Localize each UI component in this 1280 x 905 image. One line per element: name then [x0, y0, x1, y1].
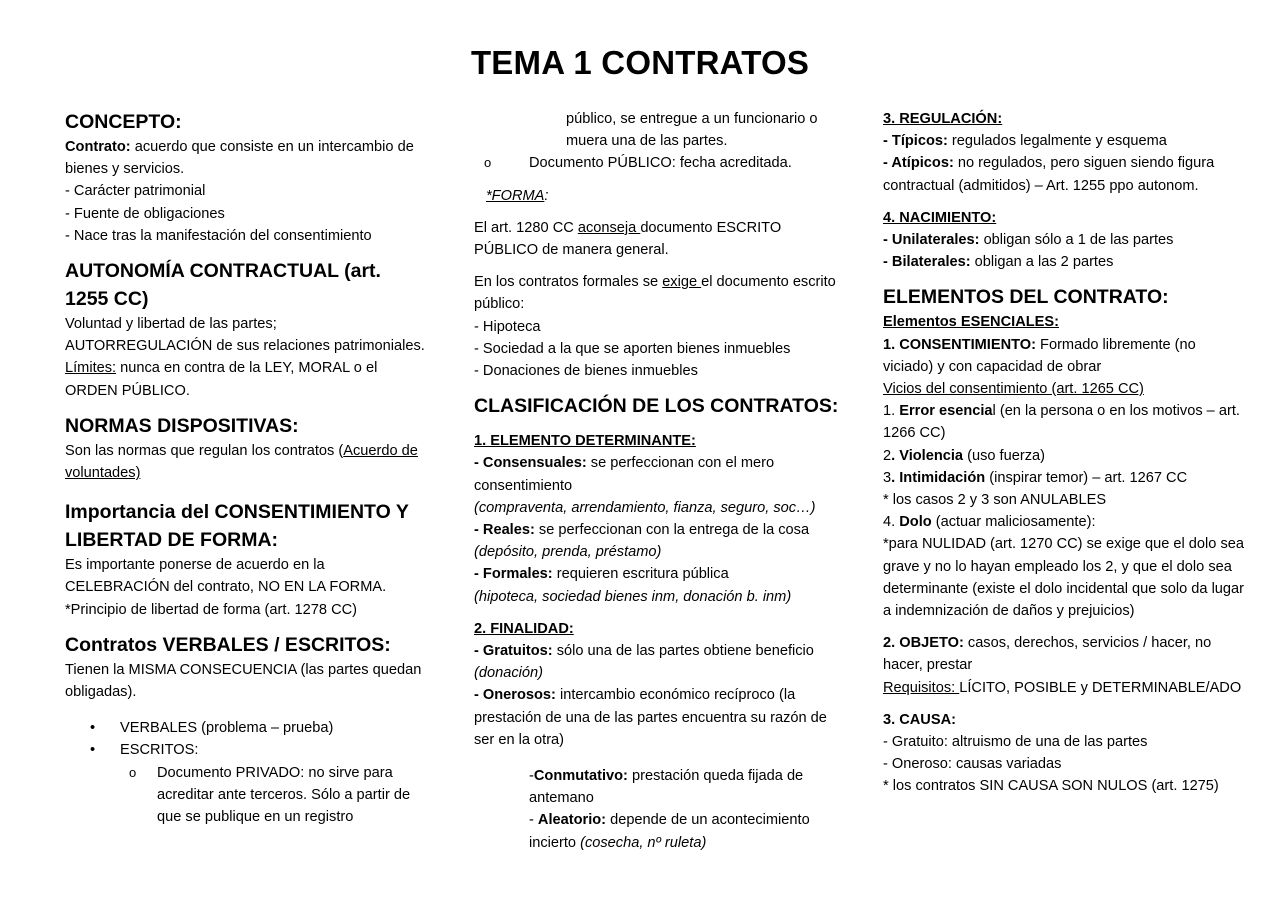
aleatorio-label: Aleatorio: [537, 812, 607, 829]
consensuales-examples: (compraventa, arrendamiento, fianza, seguro, soc…) [474, 499, 816, 516]
subheading-elemento-determinante: 1. ELEMENTO DETERMINANTE: [474, 433, 696, 450]
list-item: - Gratuito: altruismo de una de las partes [883, 734, 1148, 751]
vicio-text: (actuar maliciosamente): [931, 514, 1096, 531]
column-2 [474, 108, 839, 854]
subheading-regulacion: 3. REGULACIÓN: [883, 111, 1003, 127]
vicio-label: . Violencia [891, 447, 964, 464]
reales [474, 519, 839, 541]
sub-bullet-publico: o Documento PÚBLICO: fecha acreditada. [474, 152, 839, 174]
onerosos-label: - Onerosos: [474, 687, 556, 704]
bilaterales [883, 251, 1248, 273]
list-item: - Sociedad a la que se aporten bienes inmuebles [474, 340, 791, 357]
heading-elementos: ELEMENTOS DEL CONTRATO: [883, 286, 1169, 309]
forma-heading [474, 185, 839, 207]
limites [65, 357, 425, 401]
subheading-nacimiento: 4. NACIMIENTO: [883, 209, 997, 226]
formales-b: el documento escrito público: [474, 274, 836, 313]
verbales-text: Tienen la MISMA CONSECUENCIA (las partes quedan obligadas). [65, 661, 422, 701]
art1280-underlined: aconseja [577, 219, 641, 236]
normas-text [65, 440, 425, 484]
formales-examples: (hipoteca, sociedad bienes inm, donación b. inm) [474, 588, 792, 605]
heading-importancia: Importancia del CONSENTIMIENTO Y LIBERTAD DE FORMA: [65, 501, 409, 552]
normas-text-a: Son las normas que regulan los contratos ( [65, 442, 344, 459]
objeto-label: 2. OBJETO: [883, 635, 964, 652]
tipicos-label: - Típicos: [883, 133, 948, 150]
list-item: * los contratos SIN CAUSA SON NULOS (art. 1275) [883, 778, 1219, 795]
atipicos-label: - Atípicos: [883, 155, 954, 172]
forma-label: *FORMA [486, 187, 545, 204]
vicio-num: 4. [883, 514, 900, 531]
importancia-text: Es importante ponerse de acuerdo en la CELEBRACIÓN del contrato, NO EN LA FORMA. [65, 557, 387, 596]
page-title: TEMA 1 CONTRATOS [470, 44, 810, 81]
objeto [883, 632, 1248, 676]
list-item: - Nace tras la manifestación del consentimiento [65, 227, 372, 244]
contrato-text: acuerdo que consiste en un intercambio de bienes y servicios. [65, 139, 414, 178]
gratuitos-example: (donación) [474, 665, 543, 682]
conmutativo-label: Conmutativo: [533, 768, 628, 785]
vicio-label: . Intimidación [891, 469, 986, 486]
heading-clasificacion: CLASIFICACIÓN DE LOS CONTRATOS: [474, 395, 839, 418]
vicio-label: Dolo [899, 514, 932, 531]
atipicos [883, 152, 1248, 196]
sub-bullet-privado: o Documento PRIVADO: no sirve para acreditar ante terceros. Sólo a partir de que se publique en un registro [65, 762, 425, 829]
subheading-esenciales: Elementos ESENCIALES: [883, 314, 1059, 331]
requisitos-label: Requisitos: [883, 679, 960, 696]
list-item: - Oneroso: causas variadas [883, 756, 1062, 773]
formales-underlined: exige [662, 274, 702, 291]
conmutativo [474, 765, 839, 809]
art1280-a: El art. 1280 CC [474, 219, 578, 236]
list-item: - Hipoteca [474, 318, 541, 335]
bilaterales-label: - Bilaterales: [883, 254, 971, 271]
bullet-escritos: • ESCRITOS: [65, 739, 425, 761]
aleatorio-text: depende de un acontecimiento incierto [529, 812, 810, 851]
vicio-violencia [883, 445, 1248, 467]
reales-text: se perfeccionan con la entrega de la cosa [534, 522, 810, 539]
conmutativo-dash: - [529, 768, 534, 785]
heading-verbales: Contratos VERBALES / ESCRITOS: [65, 633, 391, 656]
heading-concepto: CONCEPTO: [65, 111, 182, 133]
vicio-dolo [883, 511, 1248, 533]
tipicos-text: regulados legalmente y esquema [947, 133, 1167, 150]
contrato-definition [65, 136, 425, 180]
atipicos-text: no regulados, pero siguen siendo figura contractual (admitidos) – Art. 1255 ppo autonom. [883, 155, 1215, 194]
limites-label: Límites: [65, 360, 117, 377]
reales-label: - Reales: [474, 522, 535, 539]
vicio-num: 2 [883, 447, 892, 464]
formales-text [474, 271, 839, 315]
vicio-num: 1. [883, 403, 900, 420]
formales-def: requieren escritura pública [552, 566, 729, 583]
vicio-text: (uso fuerza) [963, 447, 1045, 464]
unilaterales [883, 229, 1248, 251]
list-item: - Carácter patrimonial [65, 183, 206, 200]
bullet-verbales: • VERBALES (problema – prueba) [65, 717, 425, 739]
anulables-note: * los casos 2 y 3 son ANULABLES [883, 492, 1107, 509]
consensuales-text: se perfeccionan con el mero consentimiento [474, 455, 775, 494]
column-1 [65, 108, 425, 828]
heading-autonomia: AUTONOMÍA CONTRACTUAL (art. 1255 CC) [65, 260, 381, 311]
art1280-b: documento ESCRITO PÚBLICO de manera general. [474, 219, 782, 259]
principio-text: *Principio de libertad de forma (art. 1278 CC) [65, 601, 358, 618]
subheading-finalidad: 2. FINALIDAD: [474, 620, 574, 637]
aleatorio-examples: (cosecha, nº ruleta) [580, 834, 707, 851]
conmutativo-text: prestación queda fijada de antemano [529, 768, 804, 807]
causa-heading: 3. CAUSA: [883, 711, 956, 728]
vicio-num: 3 [883, 469, 892, 486]
vicio-intimidacion [883, 467, 1248, 489]
formales [474, 563, 839, 585]
vicios-heading: Vicios del consentimiento (art. 1265 CC) [883, 381, 1144, 398]
autonomia-text: Voluntad y libertad de las partes; AUTORREGULACIÓN de sus relaciones patrimoniales. [65, 316, 425, 355]
column-3 [883, 108, 1248, 798]
requisitos-text: LÍCITO, POSIBLE y DETERMINABLE/ADO [959, 679, 1242, 696]
consensuales [474, 452, 839, 496]
onerosos-text: intercambio económico recíproco (la prestación de una de las partes encuentra su razón de ser en la otra) [474, 687, 827, 748]
contrato-label: Contrato: [65, 139, 131, 155]
vicio-text: (inspirar temor) – art. 1267 CC [985, 469, 1188, 486]
consensuales-label: - Consensuales: [474, 455, 587, 472]
consentimiento-label: 1. CONSENTIMIENTO: [883, 336, 1036, 353]
normas-underlined: Acuerdo de voluntades) [65, 442, 418, 482]
vicio-label: Error esencia [899, 403, 993, 420]
reales-examples: (depósito, prenda, préstamo) [474, 544, 662, 561]
aleatorio [474, 809, 839, 853]
gratuitos-label: - Gratuitos: [474, 643, 553, 660]
nulidad-note: *para NULIDAD (art. 1270 CC) se exige que el dolo sea grave y no lo hayan empleado los 2, y que el dolo sea determinante (existe el dolo incidental que solo da lugar a indemnización de daños y prejuicios) [883, 536, 1245, 620]
aleatorio-dash: - [529, 812, 538, 829]
privado-continuation: público, se entregue a un funcionario o muera una de las partes. [566, 111, 818, 150]
art1280-text [474, 217, 839, 261]
bilaterales-text: obligan a las 2 partes [970, 254, 1114, 271]
gratuitos [474, 640, 839, 662]
consentimiento-text: Formado libremente (no viciado) y con capacidad de obrar [883, 336, 1196, 375]
forma-colon: : [544, 187, 549, 204]
limites-text: nunca en contra de la LEY, MORAL o el ORDEN PÚBLICO. [65, 360, 378, 399]
list-item: - Fuente de obligaciones [65, 205, 225, 222]
tipicos [883, 130, 1248, 152]
vicio-text: l (en la persona o en los motivos – art. 1266 CC) [883, 403, 1240, 442]
vicio-error [883, 400, 1248, 444]
formales-a: En los contratos formales se [474, 274, 663, 291]
unilaterales-label: - Unilaterales: [883, 232, 980, 249]
unilaterales-text: obligan sólo a 1 de las partes [979, 232, 1174, 249]
heading-normas: NORMAS DISPOSITIVAS: [65, 414, 299, 437]
formales-label: - Formales: [474, 566, 553, 583]
gratuitos-text: sólo una de las partes obtiene beneficio [552, 643, 814, 660]
consentimiento [883, 334, 1248, 378]
onerosos [474, 684, 839, 751]
list-item: - Donaciones de bienes inmuebles [474, 363, 698, 380]
objeto-text: casos, derechos, servicios / hacer, no hacer, prestar [883, 635, 1212, 674]
requisitos [883, 677, 1248, 699]
